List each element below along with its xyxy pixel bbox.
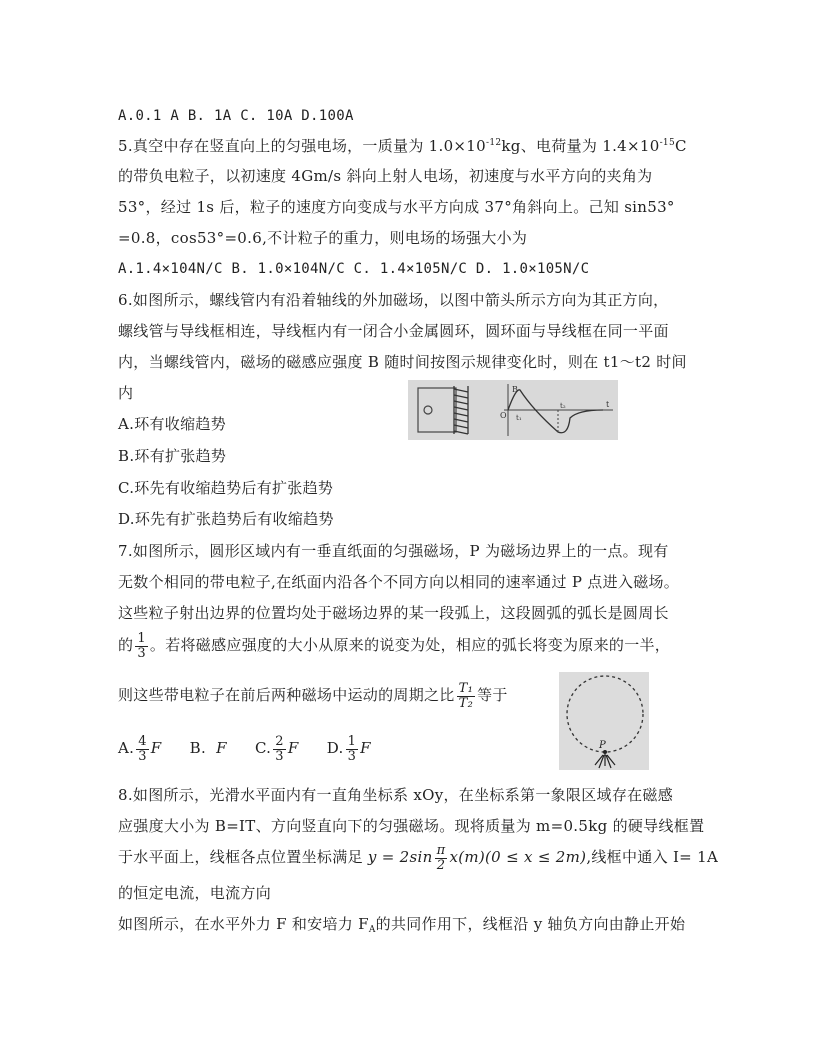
q6-option-a: A.环有收缩趋势 <box>118 415 227 433</box>
q5-line-1-text-a: 5.真空中存在竖直向上的匀强电场，一质量为 1.0×10 <box>118 137 486 155</box>
graph-label-t1: t₁ <box>516 414 522 422</box>
frac-den: T₂ <box>458 695 474 711</box>
q7-line-5 <box>118 680 508 711</box>
graph-label-t: t <box>606 400 610 409</box>
q6-line-4: 内 <box>118 384 134 402</box>
q5-line-4: =0.8，cos53°=0.6,不计粒子的重力，则电场的场强大小为 <box>118 229 528 247</box>
q7-option-a-unit: F <box>150 739 162 757</box>
q8-line-3-text-a: 于水平面上，线框各点位置坐标满足 <box>118 848 363 866</box>
q6-line-2: 螺线管与导线框相连，导线框内有一闭合小金属圆环，圆环面与导线框在同一平面 <box>118 322 669 340</box>
q5-line-2: 的带负电粒子，以初速度 4Gm/s 斜向上射人电场，初速度与水平方向的夹角为 <box>118 167 653 185</box>
q8-line-4: 的恒定电流，电流方向 <box>118 884 272 902</box>
q7-line-5-text-a: 则这些带电粒子在前后两种磁场中运动的周期之比 <box>118 686 455 704</box>
frac-num: 2 <box>275 733 284 749</box>
q7-options <box>118 733 371 764</box>
q7-line-3: 这些粒子射出边界的位置均处于磁场边界的某一段弧上，这段圆弧的弧长是圆周长 <box>118 604 669 622</box>
q8-formula-fraction <box>435 844 448 873</box>
q7-option-c-unit: F <box>287 739 299 757</box>
q6-figure <box>408 380 618 440</box>
q7-option-d-fraction <box>346 735 359 764</box>
q7-option-c-fraction <box>273 735 286 764</box>
q8-line-3 <box>118 842 718 873</box>
q7-option-c-label: C. <box>254 739 272 757</box>
q5-exponent-1: -12 <box>486 138 502 148</box>
graph-label-b: B <box>512 385 518 394</box>
q8-line-2: 应强度大小为 B=IT、方向竖直向下的匀强磁场。现将质量为 m=0.5kg 的硬导线框置 <box>118 817 705 835</box>
label-p: P <box>599 740 606 751</box>
q6-option-c: C.环先有收缩趋势后有扩张趋势 <box>118 479 334 497</box>
q7-option-a-fraction <box>136 735 149 764</box>
q8-line-1: 8.如图所示，光滑水平面内有一直角坐标系 xOy，在坐标系第一象限区域存在磁感 <box>118 786 674 804</box>
q5-exponent-2: -15 <box>659 138 675 148</box>
q7-line-4 <box>118 630 670 661</box>
frac-num: 4 <box>138 733 147 749</box>
q6-line-1: 6.如图所示，螺线管内有沿着轴线的外加磁场，以图中箭头所示方向为其正方向， <box>118 291 669 309</box>
q8-line-3-text-b: ,线框中通入 I= 1A <box>586 848 719 866</box>
graph-label-t2: t₂ <box>560 402 566 410</box>
q8-line-5-text-a: 如图所示，在水平外力 F 和安培力 F <box>118 915 369 933</box>
q7-option-d-unit: F <box>360 739 371 757</box>
q7-fraction-period-ratio <box>457 682 475 711</box>
graph-label-o: O <box>500 411 507 420</box>
q7-figure <box>559 672 649 770</box>
q5-line-1-text-c: C <box>674 137 687 155</box>
frac-num: T₁ <box>458 680 474 696</box>
q5-line-1-text-b: kg、电荷量为 1.4×10 <box>501 137 660 155</box>
q7-option-b-unit: F <box>216 739 227 757</box>
q7-option-d-label: D. <box>326 739 344 757</box>
frac-den: 3 <box>137 645 146 661</box>
q6-option-b: B.环有扩张趋势 <box>118 447 227 465</box>
q8-line-5 <box>118 914 685 934</box>
frac-num: 1 <box>137 630 146 646</box>
q7-option-a-label: A. <box>118 739 135 757</box>
q7-line-5-text-b: 等于 <box>477 686 508 704</box>
q5-line-3: 53°，经过 1s 后，粒子的速度方向变成与水平方向成 37°角斜向上。己知 sin53° <box>118 198 675 216</box>
q8-subscript-a: A <box>368 925 376 935</box>
q7-line-4-text-a: 的 <box>118 636 134 654</box>
q7-option-b-label: B. <box>189 739 207 757</box>
q6-line-3: 内，当螺线管内，磁场的磁感应强度 B 随时间按图示规律变化时，则在 t1～t2 时间 <box>118 353 687 371</box>
frac-den: 3 <box>138 748 147 764</box>
frac-num: π <box>436 842 446 858</box>
frac-den: 3 <box>347 748 357 764</box>
q8-line-5-text-b: 的共同作用下，线框沿 y 轴负方向由静止开始 <box>375 915 686 933</box>
frac-den: 3 <box>275 748 284 764</box>
q7-line-4-text-b: 。若将磁感应强度的大小从原来的说变为处，相应的弧长将变为原来的一半， <box>149 636 671 654</box>
frac-num: 1 <box>347 733 357 749</box>
q5-options: A.1.4×104N/C B. 1.0×104N/C C. 1.4×105N/C D. 1.0×105N/C <box>118 261 590 277</box>
frac-den: 2 <box>436 857 446 873</box>
q4-options: A.0.1 A B. 1A C. 10A D.100A <box>118 108 354 124</box>
q7-line-2: 无数个相同的带电粒子,在纸面内沿各个不同方向以相同的速率通过 P 点进入磁场。 <box>118 573 680 591</box>
q5-line-1 <box>118 136 687 156</box>
q7-line-1: 7.如图所示，圆形区域内有一垂直纸面的匀强磁场，P 为磁场边界上的一点。现有 <box>118 542 669 560</box>
q8-formula-suffix: x(m)(0 ≤ x ≤ 2m) <box>449 848 587 866</box>
q7-fraction-one-third <box>135 632 148 661</box>
q6-option-d: D.环先有扩张趋势后有收缩趋势 <box>118 510 334 528</box>
q8-formula-prefix: y = 2sin <box>367 848 433 866</box>
